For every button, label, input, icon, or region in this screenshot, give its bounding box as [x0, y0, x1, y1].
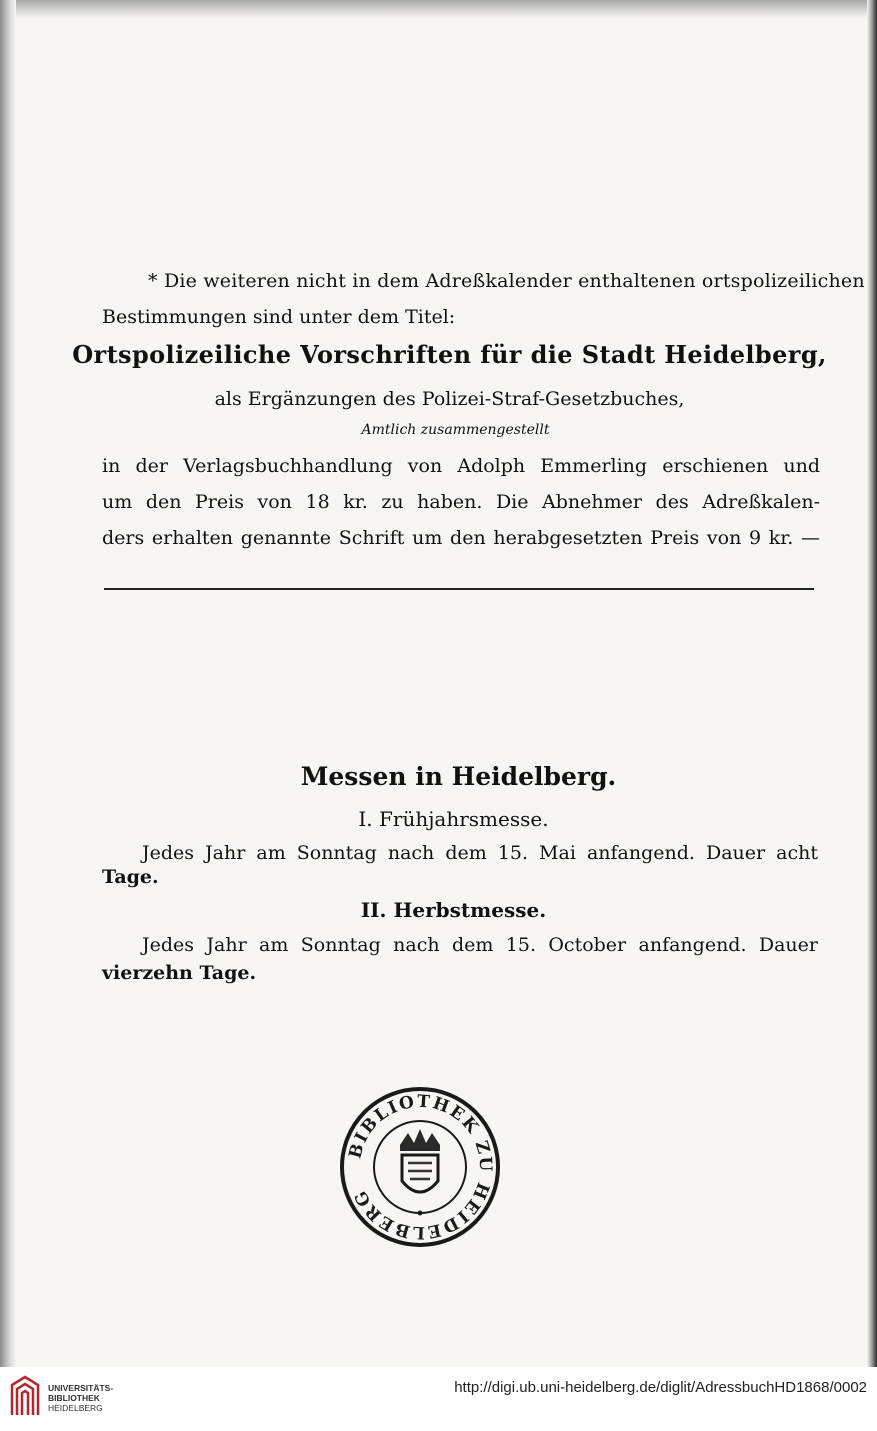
- scan-edge-top: [0, 0, 877, 18]
- fair-heading: I. Frühjahrsmesse.: [358, 807, 549, 831]
- footnote-line: um den Preis von 18 kr. zu haben. Die Abnehmer des Adreßkalen-: [102, 491, 820, 513]
- footnote-line: * Die weiteren nicht in dem Adreßkalender enthaltenen ortspolizeilichen: [148, 270, 865, 292]
- university-library-logo-icon: [8, 1375, 42, 1419]
- footer-bar: [0, 1367, 877, 1431]
- logo-line: BIBLIOTHEK: [48, 1393, 100, 1403]
- separator-rule: [104, 588, 814, 590]
- footnote-line: Bestimmungen sind unter dem Titel:: [102, 306, 456, 328]
- logo-line: HEIDELBERG: [48, 1403, 103, 1413]
- fair-description: Jedes Jahr am Sonntag nach dem 15. Mai anfangend. Dauer acht: [142, 842, 818, 864]
- scan-edge-right: [867, 0, 877, 1367]
- fair-heading: II. Herbstmesse.: [360, 898, 547, 922]
- fair-description: Tage.: [102, 866, 159, 888]
- scan-edge-left: [0, 0, 16, 1367]
- fair-description: vierzehn Tage.: [102, 962, 257, 984]
- section-heading: Messen in Heidelberg.: [300, 762, 617, 791]
- footnote-line: in der Verlagsbuchhandlung von Adolph Emmerling erschienen und: [102, 455, 820, 477]
- university-library-logo-text: [48, 1383, 113, 1413]
- svg-text:BIBLIOTHEK ZU HEIDELBERG: [345, 1092, 495, 1243]
- footnote-compiled-note: Amtlich zusammengestellt: [361, 422, 550, 438]
- permalink-url-link[interactable]: http://digi.ub.uni-heidelberg.de/diglit/AdressbuchHD1868/0002: [454, 1379, 867, 1396]
- stamp-text: BIBLIOTHEK ZU HEIDELBERG: [345, 1091, 496, 1243]
- footnote-subtitle: als Ergänzungen des Polizei-Straf-Gesetzbuches,: [214, 388, 685, 410]
- library-stamp-icon: [338, 1085, 502, 1249]
- footnote-publication-title: Ortspolizeiliche Vorschriften für die Stadt Heidelberg,: [72, 340, 827, 369]
- footnote-line: ders erhalten genannte Schrift um den herabgesetzten Preis von 9 kr. —: [102, 527, 820, 549]
- fair-description: Jedes Jahr am Sonntag nach dem 15. October anfangend. Dauer: [142, 934, 818, 956]
- logo-line: UNIVERSITÄTS-: [48, 1383, 114, 1393]
